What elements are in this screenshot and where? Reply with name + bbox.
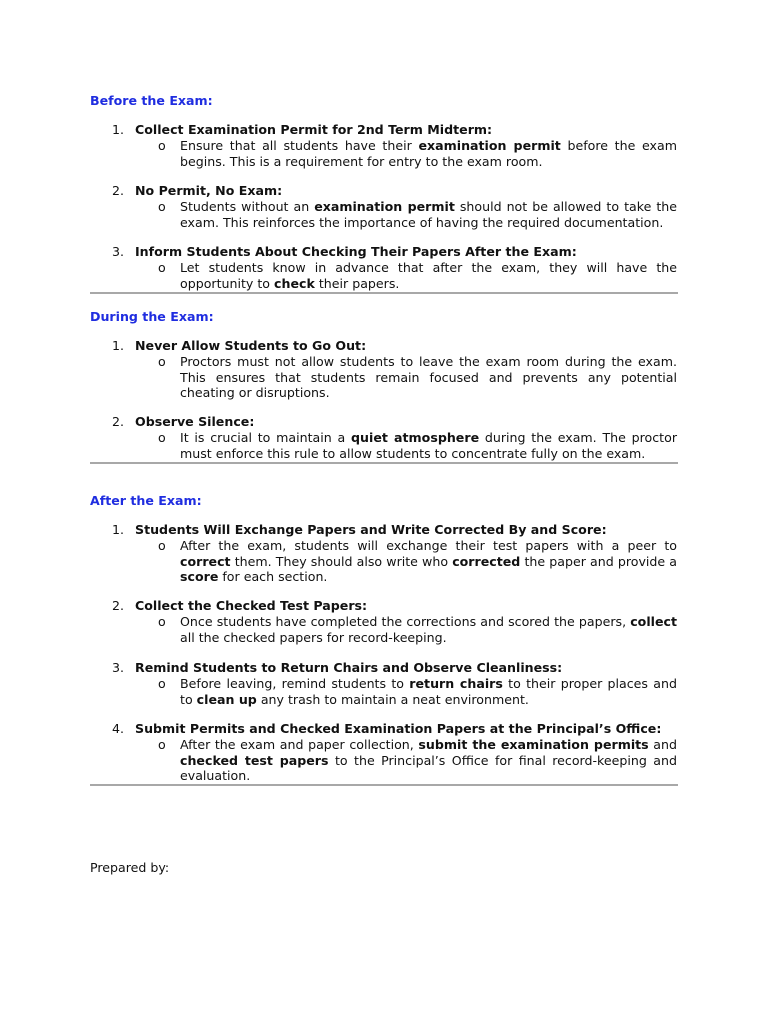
- bullet-marker: o: [158, 260, 166, 275]
- bullet-marker: o: [158, 430, 166, 445]
- section-divider: [90, 784, 678, 786]
- emphasized-text: check: [274, 275, 315, 291]
- text-run: all the checked papers for record-keeping.: [180, 629, 447, 645]
- item-description: [180, 199, 677, 230]
- text-run: before the exam begins. This is a requirement for entry to the exam room.: [180, 138, 677, 169]
- item-number: 1.: [112, 522, 125, 537]
- text-run: It is crucial to maintain a: [180, 430, 352, 445]
- emphasized-text: checked test papers: [180, 752, 329, 768]
- emphasized-text: return chairs: [409, 676, 503, 691]
- prepared-by-label: Prepared by:: [90, 860, 170, 875]
- text-run: to their proper places and to: [180, 676, 677, 707]
- text-run: during the exam. The proctor must enforce this rule to allow students to concentrate fully on the exam.: [180, 430, 677, 461]
- text-run: any trash to maintain a neat environment.: [256, 691, 529, 707]
- item-description: [180, 614, 677, 645]
- text-run: Students without an: [180, 199, 315, 214]
- item-title: Inform Students About Checking Their Papers After the Exam:: [135, 244, 577, 259]
- bullet-marker: o: [158, 354, 166, 369]
- text-run: their papers.: [314, 275, 400, 291]
- bullet-marker: o: [158, 538, 166, 553]
- emphasized-text: quiet atmosphere: [351, 430, 480, 445]
- item-description: [180, 260, 677, 291]
- bullet-marker: o: [158, 199, 166, 214]
- text-run: Ensure that all students have their: [180, 138, 419, 153]
- item-description: [180, 676, 677, 707]
- text-run: Proctors must not allow students to leave the exam room during the exam. This ensures that students remain focused and prevents any potential cheating or disruptions.: [180, 354, 677, 400]
- item-title: Remind Students to Return Chairs and Observe Cleanliness:: [135, 660, 563, 675]
- item-number: 1.: [112, 338, 125, 353]
- text-run: Before leaving, remind students to: [180, 676, 410, 691]
- bullet-marker: o: [158, 737, 166, 752]
- emphasized-text: submit the examination permits: [418, 737, 649, 752]
- item-title: Never Allow Students to Go Out:: [135, 338, 367, 353]
- text-run: to the Principal’s Office for final record-keeping and evaluation.: [180, 752, 677, 783]
- item-title: No Permit, No Exam:: [135, 183, 283, 198]
- item-title: Observe Silence:: [135, 414, 255, 429]
- section-divider: [90, 292, 678, 294]
- text-run: for each section.: [218, 569, 328, 584]
- item-number: 1.: [112, 122, 125, 137]
- item-title: Collect Examination Permit for 2nd Term Midterm:: [135, 122, 493, 137]
- emphasized-text: examination permit: [418, 138, 561, 153]
- section-heading-after: After the Exam:: [90, 493, 202, 508]
- text-run: After the exam and paper collection,: [180, 737, 419, 752]
- item-number: 3.: [112, 660, 125, 675]
- text-run: them. They should also write who: [230, 553, 453, 569]
- item-description: [180, 737, 677, 784]
- section-divider: [90, 462, 678, 464]
- item-title: Submit Permits and Checked Examination Papers at the Principal’s Office:: [135, 721, 662, 736]
- item-number: 2.: [112, 598, 125, 613]
- item-description: [180, 138, 677, 169]
- item-title: Collect the Checked Test Papers:: [135, 598, 368, 613]
- text-run: should not be allowed to take the exam. This reinforces the importance of having the required documentation.: [180, 199, 677, 230]
- emphasized-text: correct: [180, 553, 231, 569]
- text-run: Let students know in advance that after the exam, they will have the opportunity to: [180, 260, 677, 291]
- item-description: [180, 538, 677, 585]
- section-heading-before: Before the Exam:: [90, 93, 213, 108]
- bullet-marker: o: [158, 138, 166, 153]
- emphasized-text: score: [180, 569, 219, 584]
- item-number: 2.: [112, 183, 125, 198]
- emphasized-text: clean up: [196, 691, 257, 707]
- section-heading-during: During the Exam:: [90, 309, 214, 324]
- text-run: and: [648, 737, 677, 752]
- item-description: [180, 430, 677, 461]
- emphasized-text: corrected: [452, 553, 521, 569]
- emphasized-text: collect: [630, 614, 677, 629]
- text-run: Once students have completed the corrections and scored the papers,: [180, 614, 631, 629]
- item-number: 2.: [112, 414, 125, 429]
- text-run: the paper and provide a: [520, 553, 677, 569]
- item-description: [180, 354, 677, 401]
- bullet-marker: o: [158, 676, 166, 691]
- item-number: 4.: [112, 721, 125, 736]
- text-run: After the exam, students will exchange their test papers with a peer to: [180, 538, 677, 553]
- emphasized-text: examination permit: [314, 199, 455, 214]
- bullet-marker: o: [158, 614, 166, 629]
- item-number: 3.: [112, 244, 125, 259]
- item-title: Students Will Exchange Papers and Write Corrected By and Score:: [135, 522, 607, 537]
